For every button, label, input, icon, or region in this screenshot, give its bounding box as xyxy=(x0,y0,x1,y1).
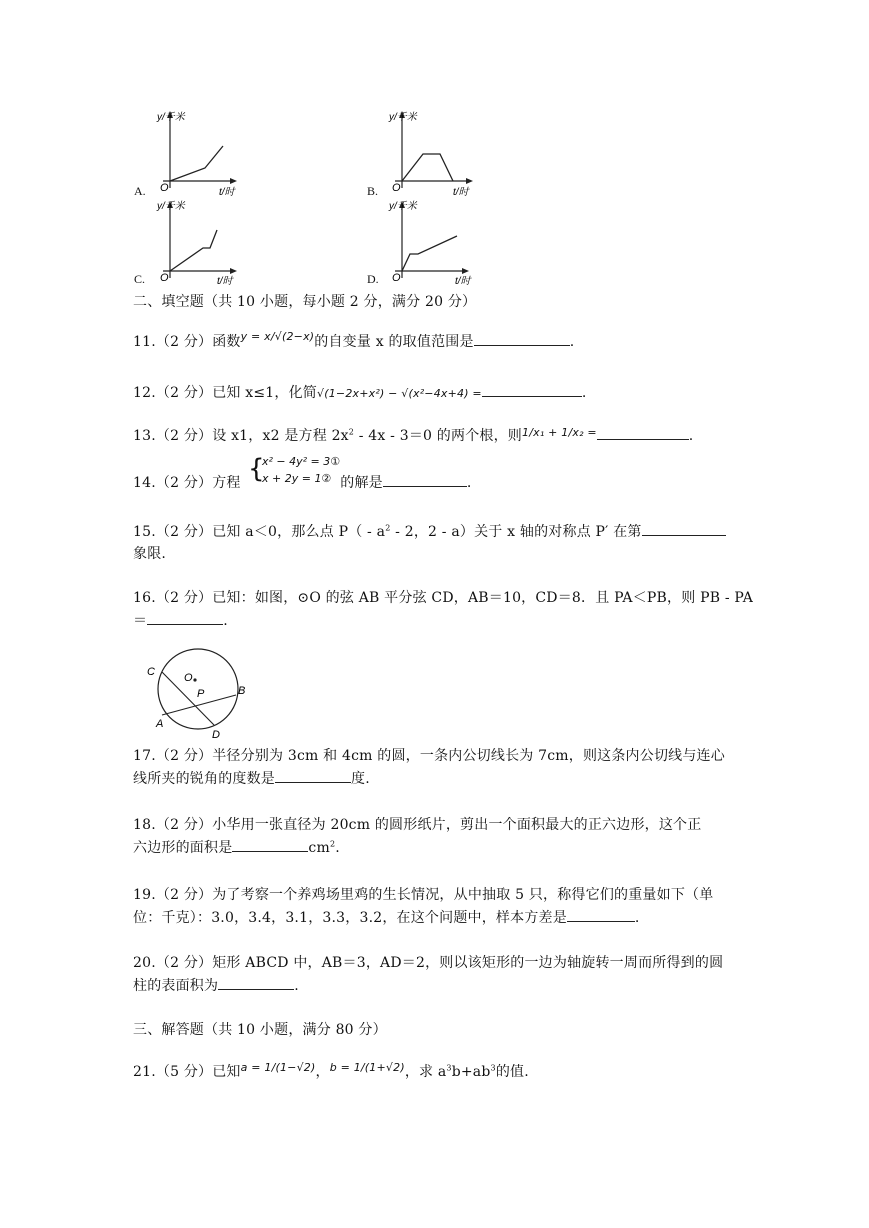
q18-unit: cm xyxy=(308,840,330,856)
q13-superscript: 2 xyxy=(348,427,355,437)
question-16-line-2 xyxy=(133,610,228,630)
q19-end: . xyxy=(634,910,640,926)
q19-text: 位：千克）：3.0，3.4，3.1，3.3，3.2，在这个问题中，样本方差是 xyxy=(133,910,567,926)
q11-text: 的自变量 x 的取值范围是 xyxy=(314,334,474,350)
question-11 xyxy=(133,331,574,351)
question-15-line-1 xyxy=(133,521,726,541)
label-c: C xyxy=(147,666,155,678)
origin-label: O xyxy=(392,182,401,194)
q12-formula: √(1−2x+x²) − √(x²−4x+4) = xyxy=(317,387,482,400)
q11-formula: y = x/√(2−x) xyxy=(240,330,315,343)
label-p: P xyxy=(197,688,205,700)
question-17-line-2 xyxy=(133,768,370,788)
question-17-line-1: 17.（2 分）半径分别为 3cm 和 4cm 的圆，一条内公切线长为 7cm，则这条内公切线与连心 xyxy=(133,748,725,764)
q20-text: 柱的表面积为 xyxy=(133,978,219,994)
q20-end: . xyxy=(294,978,299,994)
q14-equation-2: x + 2y = 1② xyxy=(262,472,332,485)
q21-formula-b: b = 1/(1+√2) xyxy=(329,1061,405,1074)
q21-formula-a: a = 1/(1−√2) xyxy=(240,1061,316,1074)
q15-answer-blank[interactable] xyxy=(642,521,726,536)
q16-equals: ＝ xyxy=(133,613,148,629)
q21-superscript-2: 3 xyxy=(490,1063,496,1073)
q12-answer-blank[interactable] xyxy=(482,382,582,397)
q21-text: ，求 a xyxy=(404,1064,447,1080)
question-13 xyxy=(133,425,693,445)
q14-equation-1: x² − 4y² = 3① xyxy=(262,455,341,468)
label-b: B xyxy=(238,685,246,697)
q12-prefix: 12.（2 分）已知 x≤1，化简 xyxy=(133,385,318,401)
circle-figure xyxy=(140,645,260,740)
q13-answer-blank[interactable] xyxy=(597,425,689,440)
q15-text-a: 15.（2 分）已知 a＜0，那么点 P（ - a xyxy=(133,524,386,540)
q16-answer-blank[interactable] xyxy=(147,610,223,625)
q18-answer-blank[interactable] xyxy=(232,837,308,852)
graph-c xyxy=(133,196,243,288)
q15-text-b: - 2，2 - a）关于 x 轴的对称点 P′ 在第 xyxy=(390,524,642,540)
q15-superscript: 2 xyxy=(385,523,391,533)
q11-end: . xyxy=(569,334,575,350)
section-2-heading: 二、填空题（共 10 小题，每小题 2 分，满分 20 分） xyxy=(133,294,477,310)
question-12 xyxy=(133,382,587,402)
x-axis-label: t/时 xyxy=(453,187,469,198)
q18-superscript: 2 xyxy=(329,839,336,849)
label-d: D xyxy=(212,729,220,740)
section-3-heading: 三、解答题（共 10 小题，满分 80 分） xyxy=(133,1022,387,1038)
origin-label: O xyxy=(160,272,169,284)
question-15-line-2: 象限. xyxy=(133,546,167,562)
question-19-line-1: 19.（2 分）为了考察一个养鸡场里鸡的生长情况，从中抽取 5 只，称得它们的重量如下（单 xyxy=(133,887,714,903)
option-a-label: A. xyxy=(134,184,146,198)
q18-end: . xyxy=(335,840,340,856)
y-axis-label: y/千米 xyxy=(389,201,417,212)
q17-end: 度. xyxy=(351,771,370,787)
label-o: O xyxy=(184,672,193,684)
q14-end: . xyxy=(466,475,472,491)
y-axis-label: y/千米 xyxy=(157,201,185,212)
question-19-line-2 xyxy=(133,907,640,927)
graph-a xyxy=(133,108,243,198)
label-a: A xyxy=(156,718,164,730)
option-b-label: B. xyxy=(367,184,379,198)
q21-prefix: 21.（5 分）已知 xyxy=(133,1064,241,1080)
q17-text: 线所夹的锐角的度数是 xyxy=(133,771,275,787)
origin-label: O xyxy=(160,182,169,194)
origin-label: O xyxy=(392,272,401,284)
question-21 xyxy=(133,1061,529,1081)
q21-separator: ， xyxy=(315,1064,330,1080)
q13-end: . xyxy=(688,428,694,444)
q14-system-brace: { xyxy=(248,454,265,484)
question-18-line-1: 18.（2 分）小华用一张直径为 20cm 的圆形纸片，剪出一个面积最大的正六边形，这个正 xyxy=(133,817,702,833)
question-20-line-2 xyxy=(133,975,299,995)
q13-prefix: 13.（2 分）设 x1，x2 是方程 2x xyxy=(133,428,349,444)
q17-answer-blank[interactable] xyxy=(275,768,351,783)
option-d-label: D. xyxy=(367,272,379,286)
x-axis-label: t/时 xyxy=(219,187,235,198)
y-axis-label: y/千米 xyxy=(389,112,417,123)
q16-end: . xyxy=(223,613,228,629)
graph-b xyxy=(365,108,480,198)
y-axis-label: y/千米 xyxy=(157,112,185,123)
q12-end: . xyxy=(581,385,587,401)
q14-answer-blank[interactable] xyxy=(383,472,467,487)
q19-answer-blank[interactable] xyxy=(567,907,635,922)
question-18-line-2 xyxy=(133,837,340,857)
q11-prefix: 11.（2 分）函数 xyxy=(133,334,241,350)
q13-text: - 4x - 3＝0 的两个根，则 xyxy=(354,428,523,444)
q18-text: 六边形的面积是 xyxy=(133,840,233,856)
x-axis-label: t/时 xyxy=(455,276,471,287)
q21-text-mid: b+ab xyxy=(451,1064,491,1080)
question-16-line-1: 16.（2 分）已知：如图，⊙O 的弦 AB 平分弦 CD，AB＝10，CD＝8．且 PA＜PB，则 PB - PA xyxy=(133,590,754,606)
q21-end: 的值. xyxy=(495,1064,529,1080)
question-14 xyxy=(133,472,472,492)
q21-superscript-1: 3 xyxy=(446,1063,452,1073)
q13-formula: 1/x₁ + 1/x₂ = xyxy=(522,426,597,439)
q20-answer-blank[interactable] xyxy=(218,975,294,990)
q14-prefix: 14.（2 分）方程 xyxy=(133,475,241,491)
option-c-label: C. xyxy=(134,272,146,286)
x-axis-label: t/时 xyxy=(217,276,233,287)
q11-answer-blank[interactable] xyxy=(474,331,570,346)
q14-text: 的解是 xyxy=(335,475,383,491)
graph-d xyxy=(365,196,480,288)
question-20-line-1: 20.（2 分）矩形 ABCD 中，AB＝3，AD＝2，则以该矩形的一边为轴旋转一周而所得到的圆 xyxy=(133,955,724,971)
